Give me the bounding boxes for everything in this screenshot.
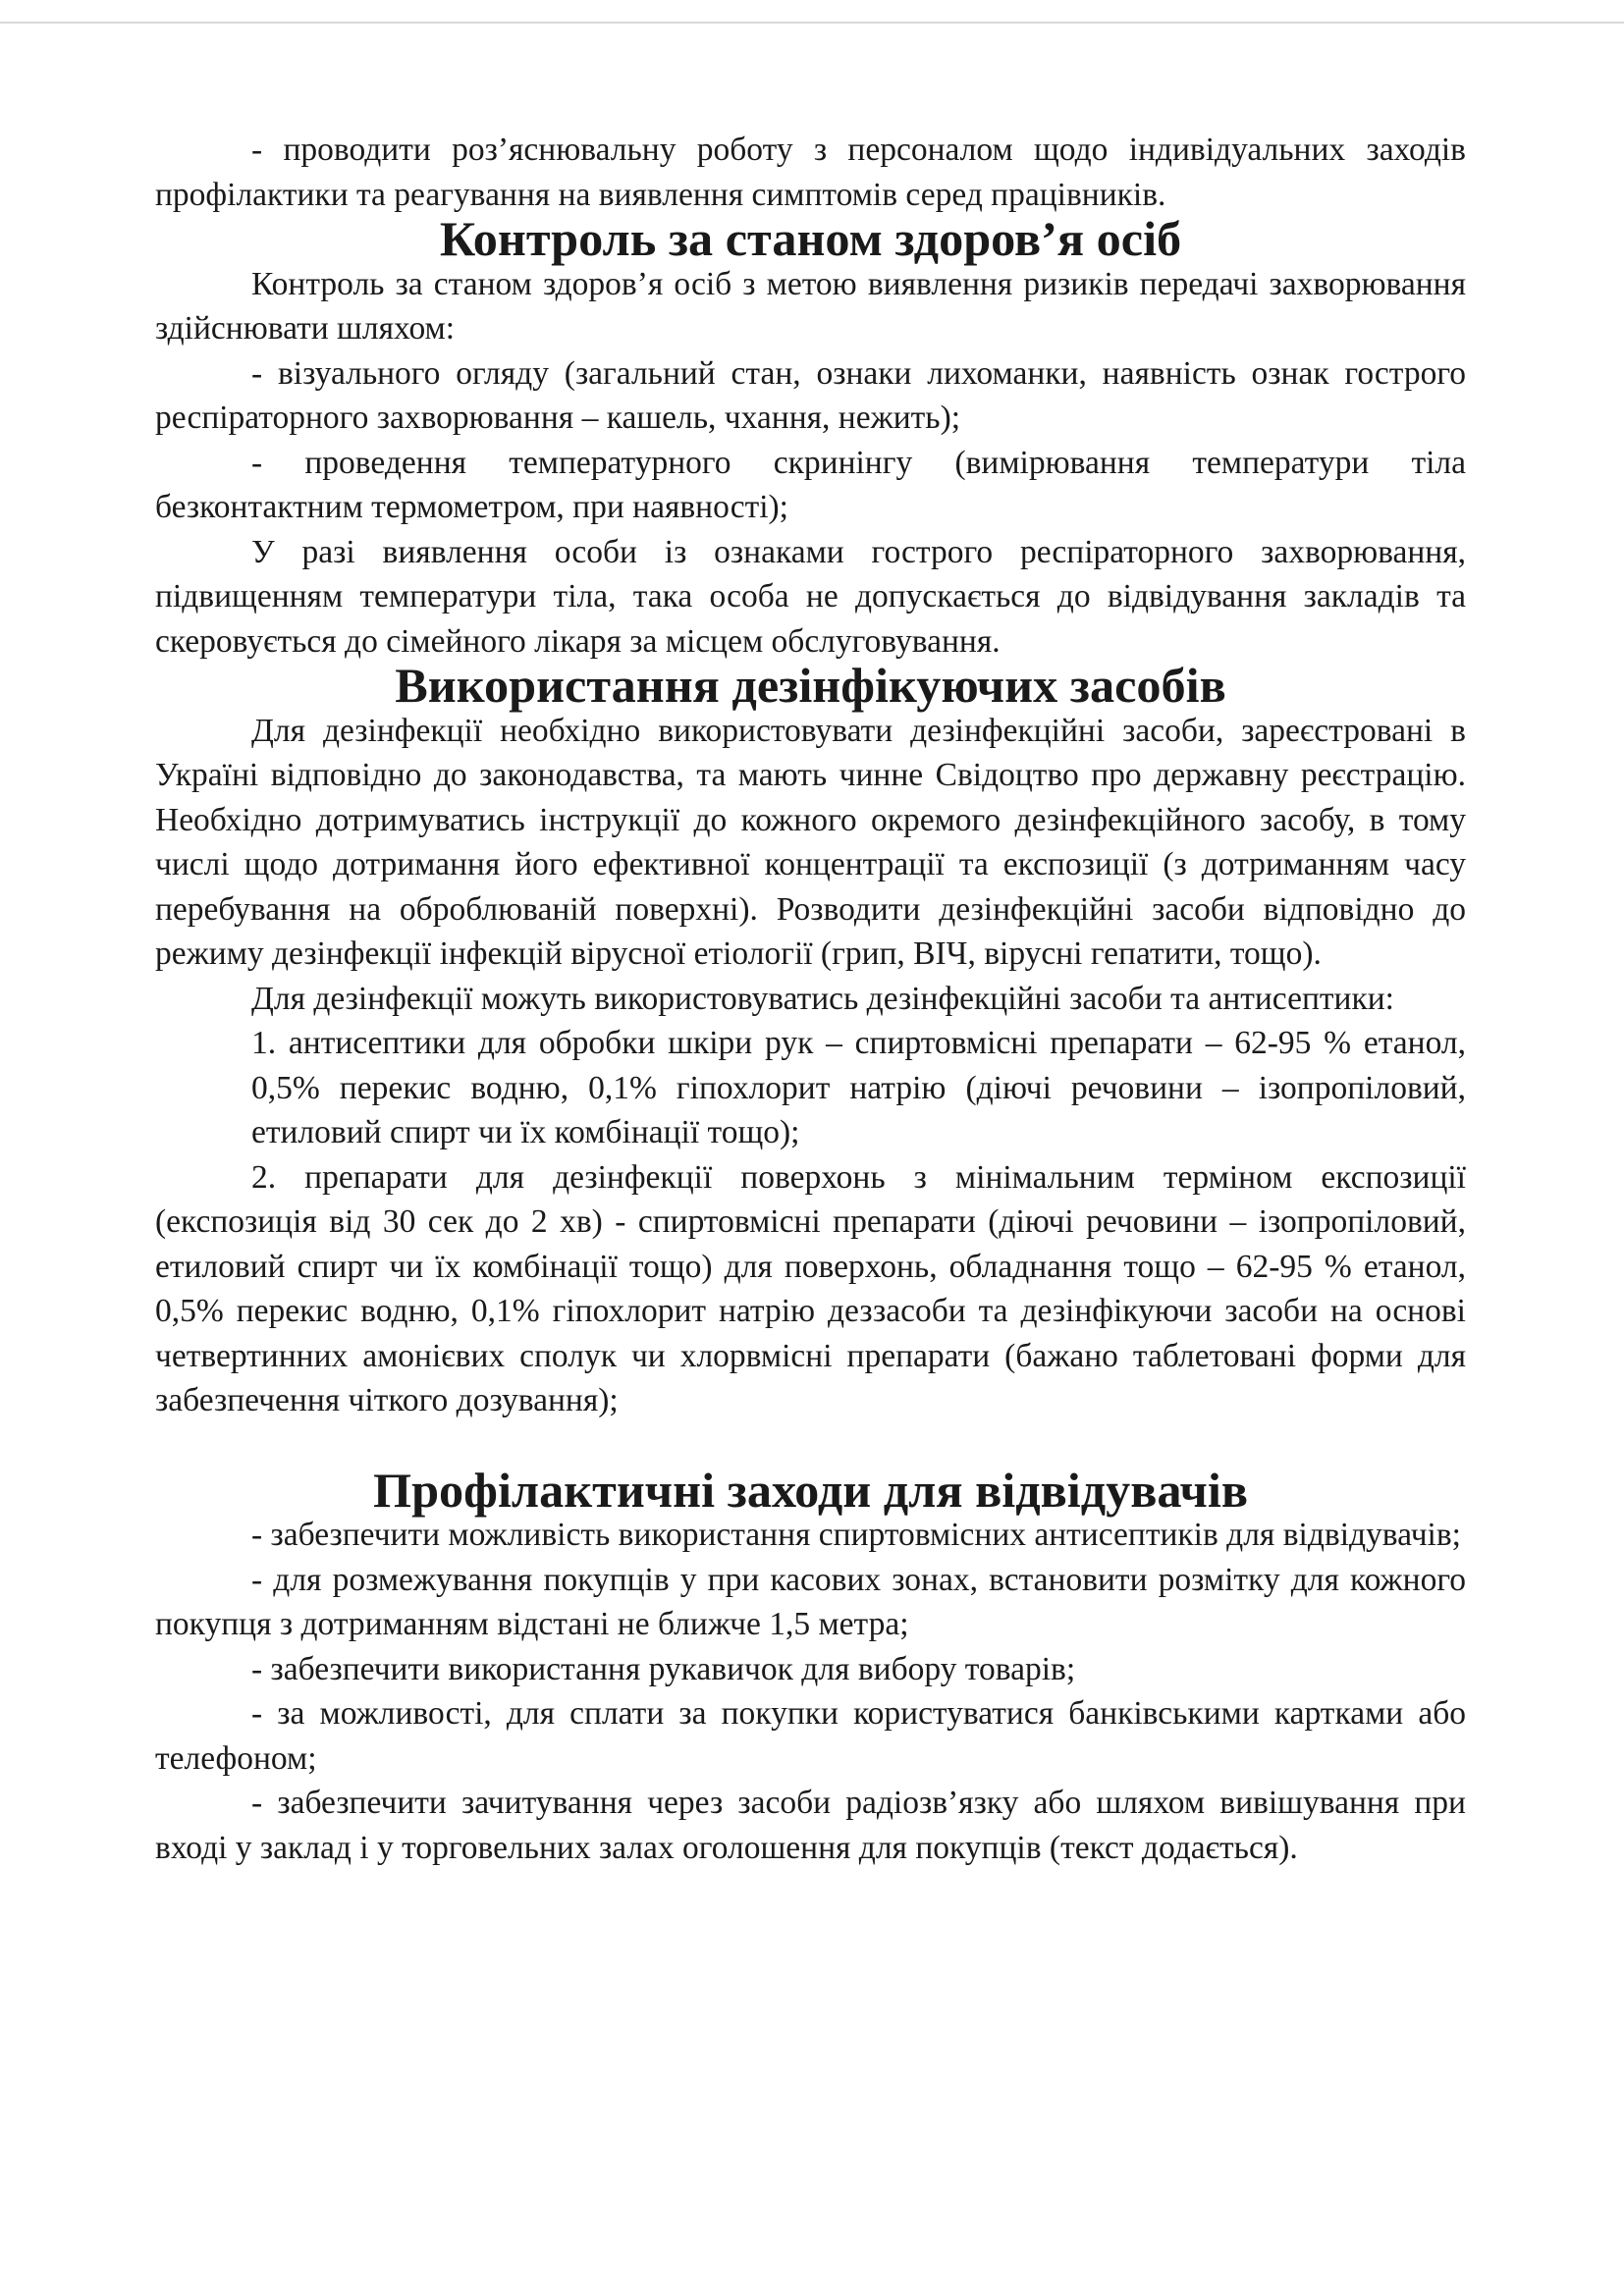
heading-health-control: Контроль за станом здоров’я осіб <box>439 211 1182 266</box>
document-page <box>155 128 1466 1870</box>
section-spacer <box>155 1423 1466 1468</box>
page-top-edge <box>0 22 1624 24</box>
visitors-item: - забезпечити зачитування через засоби радіозв’язку або шляхом вивішування при вході у заклад і у торговельних залах оголошення для покупців (текст додається). <box>155 1785 1466 1866</box>
disinfection-list-item: 1. антисептики для обробки шкіри рук – спиртовмісні препарати – 62-95 % етанол, 0,5% перекис водню, 0,1% гіпохлорит натрію (діючі речовини – ізопропіловий, етиловий спирт чи їх комбінації тощо); <box>251 1025 1466 1150</box>
health-control-paragraph: У разі виявлення особи із ознаками гострого респіраторного захворювання, підвищенням температури тіла, така особа не допускається до відвідування закладів та скеровується до сімейного лікаря за місцем обслуговування. <box>155 533 1466 660</box>
health-control-paragraph: Контроль за станом здоров’я осіб з метою виявлення ризиків передачі захворювання здійснювати шляхом: <box>155 265 1466 347</box>
disinfection-list-item: 2. препарати для дезінфекції поверхонь з мінімальним терміном експозиції (експозиція від 30 сек до 2 хв) - спиртовмісні препарати (діючі речовини – ізопропіловий, етиловий спирт чи їх комбінації тощо) для поверхонь, обладнання тощо – 62-95 % етанол, 0,5% перекис водню, 0,1% гіпохлорит натрію деззасоби та дезінфікуючи засоби на основі четвертинних амонієвих сполук чи хлорвмісні препарати (бажано таблетовані форми для забезпечення чіткого дозування); <box>155 1158 1466 1418</box>
visitors-item: - за можливості, для сплати за покупки користуватися банківськими картками або телефоном; <box>155 1695 1466 1777</box>
visitors-item: - для розмежування покупців у при касових зонах, встановити розмітку для кожного покупця з дотриманням відстані не ближче 1,5 метра; <box>155 1561 1466 1642</box>
intro-paragraph: - проводити роз’яснювальну роботу з персоналом щодо індивідуальних заходів профілактики та реагування на виявлення симптомів серед працівників. <box>155 132 1466 213</box>
heading-visitors: Профілактичні заходи для відвідувачів <box>373 1462 1248 1518</box>
disinfection-paragraph: Для дезінфекції можуть використовуватись дезінфекційні засоби та антисептики: <box>251 980 1394 1017</box>
heading-disinfection: Використання дезінфікуючих засобів <box>395 658 1226 713</box>
health-control-item: - візуального огляду (загальний стан, ознаки лихоманки, наявність ознак гострого респіраторного захворювання – кашель, чхання, нежить); <box>155 354 1466 436</box>
visitors-item: - забезпечити використання рукавичок для вибору товарів; <box>251 1650 1076 1687</box>
health-control-item: - проведення температурного скринінгу (вимірювання температури тіла безконтактним термометром, при наявності); <box>155 444 1466 525</box>
visitors-item: - забезпечити можливість використання спиртовмісних антисептиків для відвідувачів; <box>251 1517 1461 1553</box>
disinfection-paragraph: Для дезінфекції необхідно використовувати дезінфекційні засоби, зареєстровані в Україні відповідно до законодавства, та мають чинне Свідоцтво про державну реєстрацію. Необхідно дотримуватись інструкції до кожного окремого дезінфекційного засобу, в тому числі щодо дотримання його ефективної концентрації та експозиції (з дотриманням часу перебування на оброблюваній поверхні). Розводити дезінфекційні засоби відповідно до режиму дезінфекції інфекцій вірусної етіології (грип, ВІЧ, вірусні гепатити, тощо). <box>155 712 1466 972</box>
